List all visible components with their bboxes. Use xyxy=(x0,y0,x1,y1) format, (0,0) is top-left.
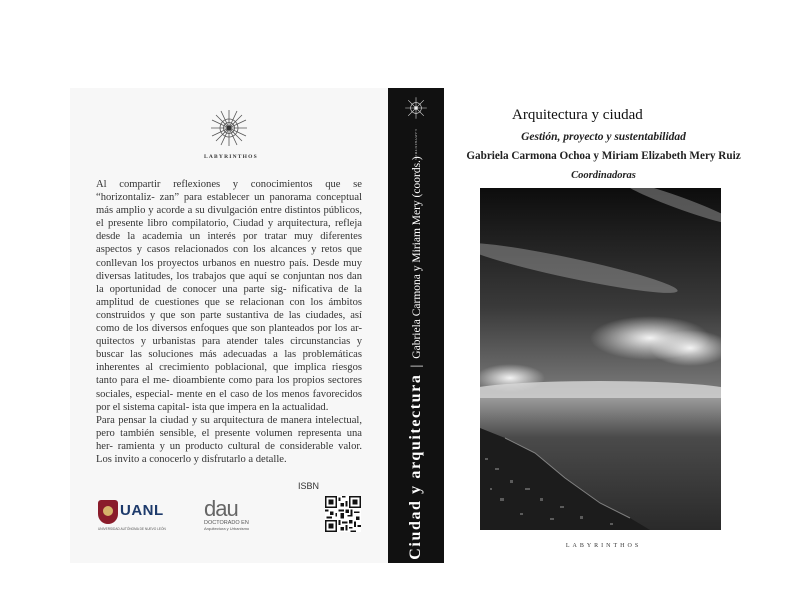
dau-logo-text: dau xyxy=(204,496,238,521)
isbn-label: ISBN xyxy=(298,481,320,491)
aerial-city-photo-icon xyxy=(480,188,721,530)
dau-logo-subtitle: DOCTORADO EN xyxy=(204,520,249,526)
dau-logo xyxy=(204,498,264,531)
front-authors: Gabriela Carmona Ochoa y Miriam Elizabeth Mery Ruiz xyxy=(466,150,741,162)
uanl-logo-text: UANL xyxy=(120,502,164,519)
front-subtitle: Gestión, proyecto y sustentabilidad xyxy=(521,131,686,143)
labyrinthos-logo-word: LABYRINTHOS xyxy=(204,154,258,160)
blurb-paragraph-2: Para pensar la ciudad y su arquitectura de manera intelectual, pero también sensible, el presente volumen representa una her- ramienta y un producto cultural de considerable valor. Los invito a conocerlo y disfrutarlo a detalle. xyxy=(96,414,362,465)
front-coordinators-label: Coordinadoras xyxy=(571,170,636,181)
uanl-logo xyxy=(98,498,168,532)
book-cover-spread xyxy=(70,88,763,563)
blurb-paragraph-1: Al compartir reflexiones y conocimientos que se “horizontaliz- zan” para establecer un panorama conceptual más amplio y acorde a su divulgación entre distintos públicos, el presente libro compilatorio, Ciudad y arquitectura, refleja desde la academia un interés por tratar muy diferentes aspectos y casos relacionados con los alcances y retos que conllevan los proyectos urbanos en nuestro país. Desde muy diversas latitudes, los trabajos que aquí se conjuntan nos dan la oportunidad de conocer una parte sig- nificativa de la amplitud de cuestiones que se relacionan con los ámbitos construidos y que son parte sustantiva de las ciudades, así como de los diversos enfoques que son planteados por los ar- quitectos y urbanistas para atender tales circunstancias y buscar las soluciones más adecuadas a las problemáticas inherentes al crecimiento poblacional, que implica riesgos tanto para el me- dioambiente como para los propios sectores sociales, especial- mente en el caso de los menos favorecidos por el sistema capital- ista que impera en la actualidad. xyxy=(96,179,362,413)
spine-star-icon xyxy=(404,96,428,120)
qr-code-icon xyxy=(325,496,361,532)
spine-text xyxy=(407,156,425,560)
front-publisher: LABYRINTHOS xyxy=(565,543,642,549)
front-cover xyxy=(444,88,763,563)
spine-title: Ciudad y arquitectura xyxy=(407,373,424,560)
front-title: Arquitectura y ciudad xyxy=(512,107,752,129)
labyrinthos-star-icon xyxy=(209,108,249,148)
spine-publisher-text: LABYRINTHOS xyxy=(414,129,418,161)
back-cover-blurb xyxy=(96,178,362,466)
dau-logo-program: Arquitectura y Urbanismo xyxy=(204,526,250,531)
spine-separator: | xyxy=(409,364,424,368)
uanl-shield-icon xyxy=(98,500,118,524)
labyrinthos-logo xyxy=(204,108,258,160)
spine-authors: Gabriela Carmona y Miriam Mery (coords.) xyxy=(411,156,423,359)
back-cover xyxy=(70,88,388,563)
uanl-logo-subtitle: UNIVERSIDAD AUTÓNOMA DE NUEVO LEÓN xyxy=(98,527,166,531)
book-spine xyxy=(388,88,444,563)
